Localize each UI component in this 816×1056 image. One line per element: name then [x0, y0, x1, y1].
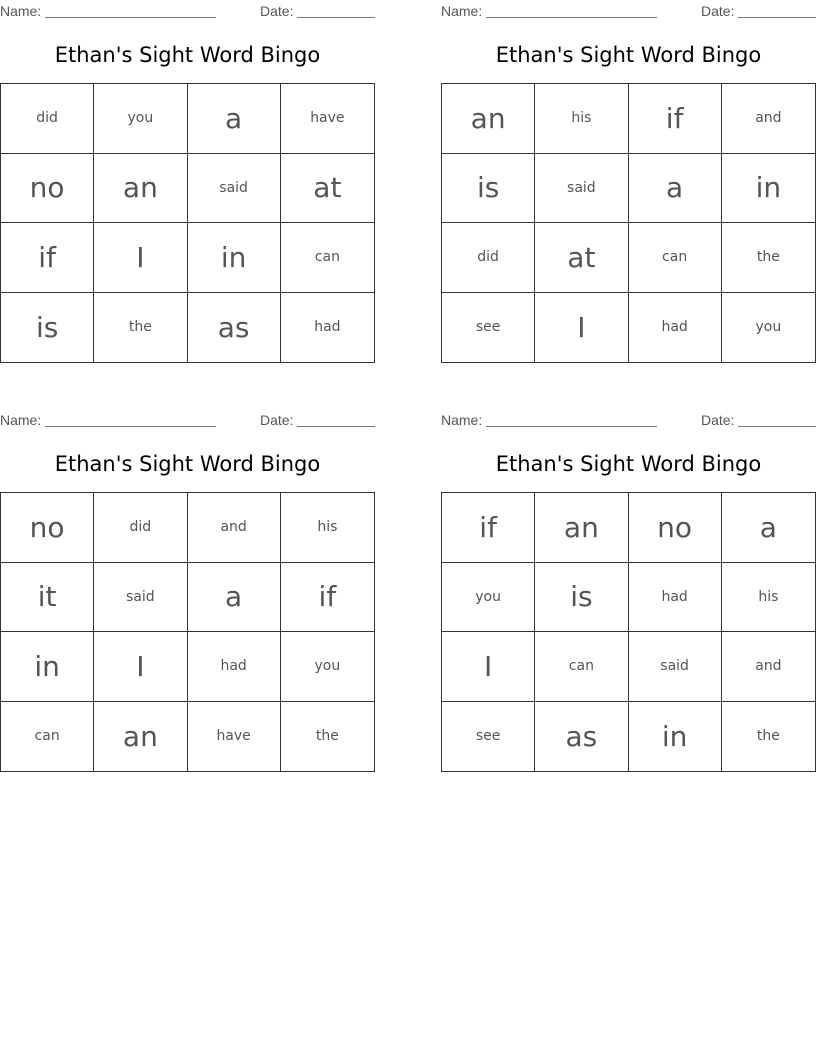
bingo-cell: is: [442, 154, 535, 224]
name-blank-line: [486, 426, 657, 427]
bingo-cell: an: [94, 154, 187, 224]
date-label: Date:: [701, 3, 735, 19]
bingo-cell: can: [535, 632, 628, 702]
bingo-cell: you: [442, 563, 535, 633]
card-title: Ethan's Sight Word Bingo: [54, 43, 321, 67]
bingo-cell: his: [722, 563, 815, 633]
bingo-cell: a: [188, 563, 281, 633]
bingo-cell: have: [188, 702, 281, 772]
bingo-cell: an: [442, 84, 535, 154]
bingo-cell: a: [188, 84, 281, 154]
bingo-grid: [0, 492, 375, 772]
bingo-cell: see: [442, 702, 535, 772]
bingo-cell: can: [629, 223, 722, 293]
bingo-cell: an: [94, 702, 187, 772]
bingo-cell: I: [442, 632, 535, 702]
bingo-cell: and: [722, 632, 815, 702]
card-title: Ethan's Sight Word Bingo: [495, 452, 762, 476]
bingo-cell: you: [94, 84, 187, 154]
bingo-cell: said: [629, 632, 722, 702]
bingo-cell: the: [756, 728, 780, 745]
bingo-cell: did: [442, 223, 535, 293]
bingo-cell: if: [442, 493, 535, 563]
bingo-cell: had: [629, 293, 722, 363]
bingo-cell: can: [1, 702, 94, 772]
card-title: Ethan's Sight Word Bingo: [54, 452, 321, 476]
bingo-cell: I: [94, 632, 187, 702]
bingo-cell: an: [535, 493, 628, 563]
bingo-cell: at: [535, 223, 628, 293]
card-title: Ethan's Sight Word Bingo: [495, 43, 762, 67]
bingo-cell: had: [629, 563, 722, 633]
bingo-cell: the: [315, 728, 339, 745]
bingo-cell: no: [629, 493, 722, 563]
bingo-grid: [441, 83, 816, 363]
bingo-cell: at: [281, 154, 374, 224]
bingo-cell: no: [1, 493, 94, 563]
bingo-cell: and: [722, 84, 815, 154]
bingo-cell: if: [281, 563, 374, 633]
bingo-cell: in: [722, 154, 815, 224]
bingo-cell: did: [1, 84, 94, 154]
bingo-grid: [441, 492, 816, 772]
bingo-cell: his: [281, 493, 374, 563]
bingo-cell: in: [629, 702, 722, 772]
bingo-cell: had: [314, 319, 341, 336]
bingo-cell: see: [442, 293, 535, 363]
bingo-grid: [0, 83, 375, 363]
bingo-cell: in: [1, 632, 94, 702]
bingo-cell: said: [94, 563, 187, 633]
bingo-cell: no: [1, 154, 94, 224]
name-label: Name:: [0, 3, 42, 19]
name-label: Name:: [441, 3, 483, 19]
bingo-cell: a: [629, 154, 722, 224]
date-label: Date:: [260, 412, 294, 428]
date-label: Date:: [701, 412, 735, 428]
bingo-cell: it: [1, 563, 94, 633]
bingo-cell: had: [188, 632, 281, 702]
bingo-cell: if: [629, 84, 722, 154]
name-label: Name:: [441, 412, 483, 428]
bingo-cell: a: [722, 493, 815, 563]
date-blank-line: [297, 17, 375, 18]
bingo-cell: as: [535, 702, 628, 772]
name-date-header: [0, 412, 375, 428]
bingo-cell: if: [1, 223, 94, 293]
name-date-header: [441, 412, 816, 428]
date-label: Date:: [260, 3, 294, 19]
bingo-cell: have: [281, 84, 374, 154]
bingo-cell: as: [188, 293, 281, 363]
bingo-cell: his: [535, 84, 628, 154]
bingo-cell: said: [535, 154, 628, 224]
name-label: Name:: [0, 412, 42, 428]
name-blank-line: [45, 426, 216, 427]
bingo-cell: I: [94, 223, 187, 293]
name-date-header: [0, 3, 375, 19]
bingo-cell: I: [535, 293, 628, 363]
bingo-cell: did: [94, 493, 187, 563]
bingo-cell: can: [281, 223, 374, 293]
bingo-cell: and: [188, 493, 281, 563]
date-blank-line: [738, 426, 816, 427]
bingo-cell: said: [188, 154, 281, 224]
name-blank-line: [45, 17, 216, 18]
name-blank-line: [486, 17, 657, 18]
bingo-cell: you: [281, 632, 374, 702]
date-blank-line: [738, 17, 816, 18]
bingo-cell: the: [722, 223, 815, 293]
bingo-cell: is: [1, 293, 94, 363]
bingo-cell: is: [535, 563, 628, 633]
bingo-cell: the: [94, 293, 187, 363]
bingo-cell: in: [188, 223, 281, 293]
bingo-cell: you: [755, 319, 782, 336]
date-blank-line: [297, 426, 375, 427]
name-date-header: [441, 3, 816, 19]
